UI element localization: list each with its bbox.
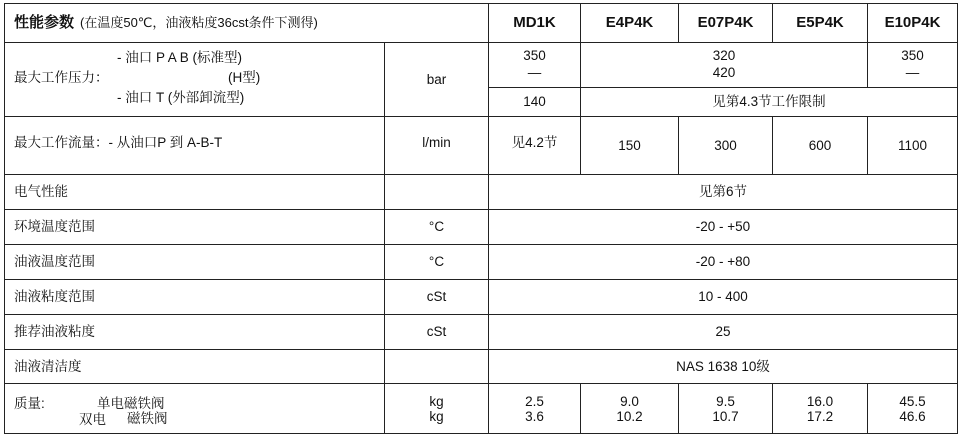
mass-e4p4k: [581, 384, 679, 434]
flow-value-e5p4k: 600: [773, 117, 868, 175]
row-value-recommended-viscosity: 25: [489, 315, 958, 350]
flow-value-e07p4k: 300: [679, 117, 773, 175]
header-row: [5, 4, 958, 43]
model-header-e07p4k: E07P4K: [679, 4, 773, 43]
mass-double-label-b: 磁铁阀: [127, 410, 168, 426]
flow-value-md1k: 见4.2节: [489, 117, 581, 175]
mass-unit-single: kg: [429, 393, 444, 409]
performance-table: [4, 3, 958, 434]
pressure-md1k-std: 350: [523, 48, 546, 63]
title-text: 性能参数: [14, 14, 75, 32]
mass-e10p4k: [868, 384, 958, 434]
row-value-electrical: 见第6节: [489, 175, 958, 210]
row-value-fluid-temp: -20 - +80: [489, 245, 958, 280]
model-header-e4p4k: E4P4K: [581, 4, 679, 43]
mass-single-label: 单电磁铁阀: [97, 395, 165, 411]
mass-single-md1k: 2.5: [525, 393, 544, 409]
row-label-ambient-temp: 环境温度范围: [5, 210, 385, 245]
row-unit-cleanliness: [385, 350, 489, 384]
pressure-md1k-std-h: [489, 43, 581, 88]
mass-row: [5, 384, 958, 434]
row-value-ambient-temp: -20 - +50: [489, 210, 958, 245]
flow-row: [5, 117, 958, 175]
flow-value-e10p4k: 1100: [868, 117, 958, 175]
mass-unit-double: kg: [429, 408, 444, 424]
row-label-viscosity-range: 油液粘度范围: [5, 280, 385, 315]
pressure-t-limit: 见第4.3节工作限制: [581, 88, 958, 117]
table-row: [5, 280, 958, 315]
mass-double-label-a: 双电: [79, 411, 106, 427]
mass-label: 质量:: [14, 395, 45, 411]
row-unit-viscosity-range: cSt: [385, 280, 489, 315]
pressure-md1k-h: —: [527, 65, 542, 80]
pressure-port-t: - 油口 T (外部卸流型): [117, 89, 245, 105]
flow-unit: l/min: [385, 117, 489, 175]
row-label-cleanliness: 油液清洁度: [5, 350, 385, 384]
mass-double-e5p4k: 17.2: [806, 408, 834, 424]
model-header-md1k: MD1K: [489, 4, 581, 43]
row-unit-electrical: [385, 175, 489, 210]
table-row: [5, 175, 958, 210]
table-row: [5, 210, 958, 245]
pressure-e10-h: —: [905, 65, 920, 80]
row-unit-ambient-temp: °C: [385, 210, 489, 245]
pressure-md1k-t: 140: [489, 88, 581, 117]
row-value-viscosity-range: 10 - 400: [489, 280, 958, 315]
row-unit-fluid-temp: °C: [385, 245, 489, 280]
mass-double-e4p4k: 10.2: [616, 408, 643, 424]
pressure-mid-h: 420: [712, 65, 736, 80]
table-row: [5, 315, 958, 350]
mass-single-e4p4k: 9.0: [620, 393, 639, 409]
table-row: [5, 245, 958, 280]
pressure-label-cell: [5, 43, 385, 117]
pressure-mid-std: 320: [712, 48, 736, 63]
model-header-e5p4k: E5P4K: [773, 4, 868, 43]
pressure-row: [5, 43, 958, 88]
title-subtitle: (在温度50℃，油液粘度36cst条件下测得): [80, 15, 318, 31]
mass-e07p4k: [679, 384, 773, 434]
pressure-h-type: (H型): [228, 69, 261, 85]
mass-double-e10p4k: 46.6: [899, 408, 926, 424]
mass-e5p4k: [773, 384, 868, 434]
pressure-e10-std: 350: [901, 48, 924, 63]
table-title: [5, 4, 489, 43]
pressure-port-pab: - 油口 P A B (标准型): [117, 49, 243, 65]
row-label-electrical: 电气性能: [5, 175, 385, 210]
mass-md1k: [489, 384, 581, 434]
pressure-mid-std-h: [581, 43, 868, 88]
mass-single-e5p4k: 16.0: [806, 393, 834, 409]
pressure-unit: bar: [385, 43, 489, 117]
pressure-e10-std-h: [868, 43, 958, 88]
row-label-fluid-temp: 油液温度范围: [5, 245, 385, 280]
mass-single-e10p4k: 45.5: [899, 393, 926, 409]
mass-label-cell: [5, 384, 385, 434]
flow-value-e4p4k: 150: [581, 117, 679, 175]
mass-double-md1k: 3.6: [525, 408, 544, 424]
row-label-recommended-viscosity: 推荐油液粘度: [5, 315, 385, 350]
mass-single-e07p4k: 9.5: [716, 393, 735, 409]
performance-parameters-sheet: [4, 3, 957, 434]
row-value-cleanliness: NAS 1638 10级: [489, 350, 958, 384]
row-unit-recommended-viscosity: cSt: [385, 315, 489, 350]
flow-label: 最大工作流量：- 从油口P 到 A-B-T: [5, 117, 385, 175]
mass-unit-cell: [385, 384, 489, 434]
mass-double-e07p4k: 10.7: [712, 408, 739, 424]
model-header-e10p4k: E10P4K: [868, 4, 958, 43]
table-row: [5, 350, 958, 384]
pressure-label: 最大工作压力：: [14, 69, 109, 85]
